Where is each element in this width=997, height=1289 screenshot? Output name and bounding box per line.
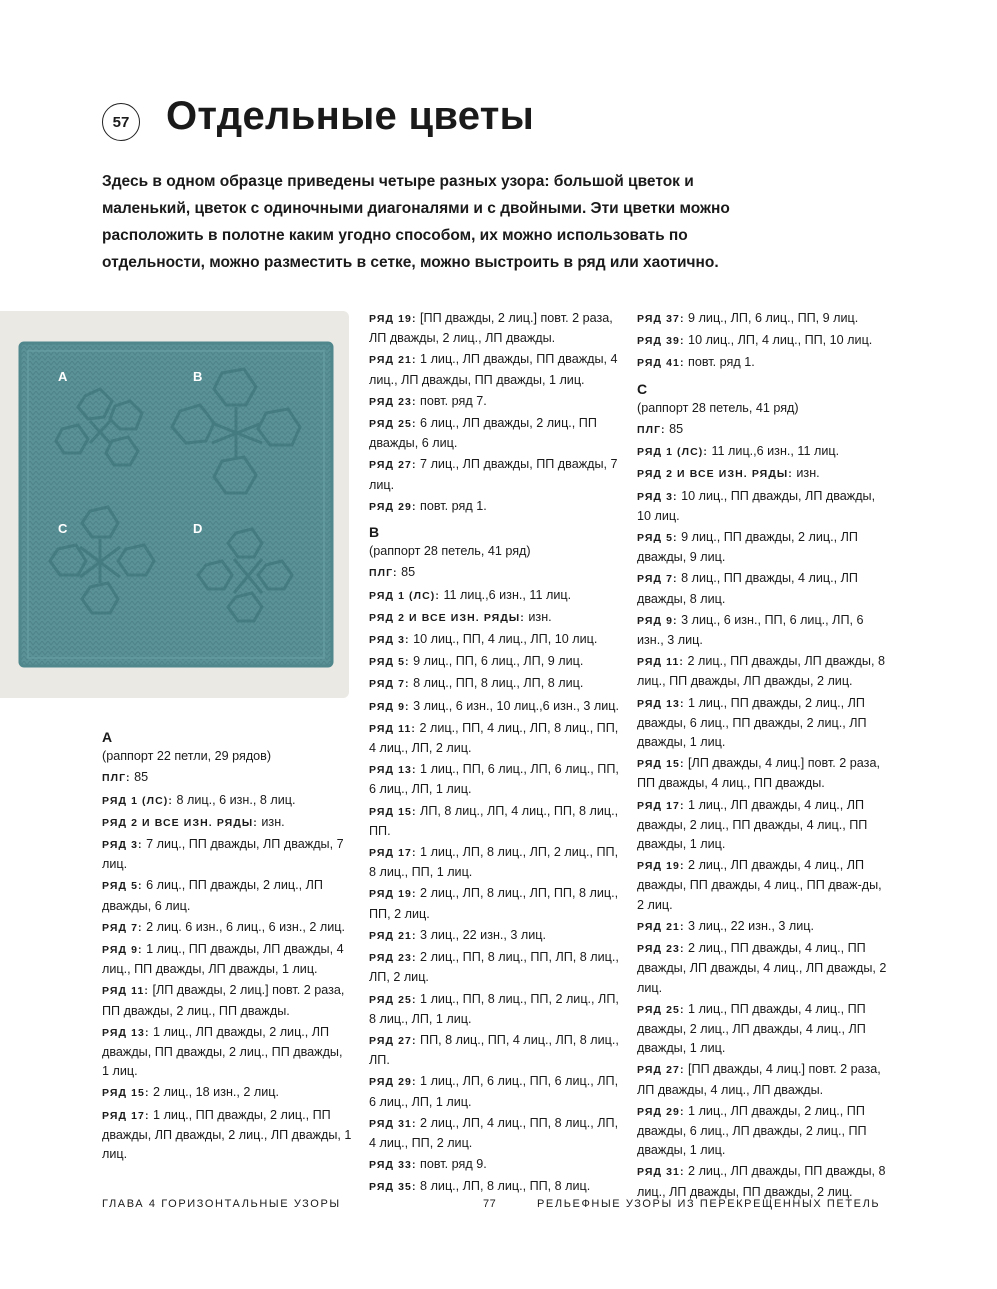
row-instruction <box>369 1072 624 1111</box>
row-label: РЯД 11: <box>102 985 149 998</box>
row-label: РЯД 7: <box>369 678 410 691</box>
row-text: 2 лиц., ПП, 4 лиц., ЛП, 8 лиц., ПП, 4 лиц., ЛП, 2 лиц. <box>369 720 619 756</box>
row-instruction <box>369 948 624 987</box>
page-title: Отдельные цветы <box>166 94 535 138</box>
row-instruction <box>369 630 624 650</box>
row-instruction <box>637 442 892 462</box>
row-text: [ЛП дважды, 4 лиц.] повт. 2 раза, ПП дважды, 4 лиц., ПП дважды. <box>637 756 880 791</box>
row-instruction <box>369 990 624 1029</box>
row-instruction <box>637 856 892 915</box>
row-label: РЯД 31: <box>637 1166 685 1179</box>
row-text: [ПП дважды, 2 лиц.] повт. 2 раза, ЛП дважды, 2 лиц., ЛП дважды. <box>369 311 613 346</box>
row-instruction <box>637 611 892 650</box>
row-label: РЯД 19: <box>369 313 417 325</box>
row-label: РЯД 9: <box>637 614 678 627</box>
row-instruction <box>369 926 624 946</box>
row-label: РЯД 3: <box>369 634 410 647</box>
row-instruction <box>637 353 892 373</box>
row-instruction <box>369 1114 624 1153</box>
instructions-column-1 <box>102 722 352 1164</box>
row-label: РЯД 31: <box>369 1117 417 1130</box>
row-text: 2 лиц. 6 изн., 6 лиц., 6 изн., 2 лиц. <box>142 919 345 934</box>
row-label: РЯД 11: <box>637 656 684 669</box>
row-label: РЯД 19: <box>369 888 417 901</box>
row-instruction <box>369 884 624 923</box>
row-instruction <box>102 1083 352 1103</box>
footer-section: РЕЛЬЕФНЫЕ УЗОРЫ ИЗ ПЕРЕКРЕЩЕННЫХ ПЕТЕЛЬ <box>537 1198 881 1210</box>
row-label: РЯД 27: <box>369 459 417 472</box>
row-instruction <box>369 563 624 583</box>
page-number: 77 <box>483 1198 497 1210</box>
row-instruction <box>102 791 352 811</box>
row-instruction <box>102 918 352 938</box>
row-instruction <box>637 939 892 998</box>
footer-chapter: ГЛАВА 4 ГОРИЗОНТАЛЬНЫЕ УЗОРЫ <box>102 1198 341 1210</box>
row-instruction <box>369 760 624 799</box>
row-text: 1 лиц., ЛП дважды, ПП дважды, 4 лиц., ЛП дважды, ПП дважды, 1 лиц. <box>369 352 618 387</box>
row-text: 2 лиц., ЛП, 4 лиц., ПП, 8 лиц., ЛП, 4 лиц., ПП, 2 лиц. <box>369 1115 619 1150</box>
row-label: РЯД 39: <box>637 335 685 348</box>
row-text: 1 лиц., ПП дважды, 2 лиц., ПП дважды, ЛП дважды, 2 лиц., ЛП дважды, 1 лиц. <box>102 1107 352 1162</box>
row-instruction <box>102 876 352 915</box>
row-text: 1 лиц., ЛП, 8 лиц., ЛП, 2 лиц., ПП, 8 лиц., ПП, 1 лиц. <box>369 845 619 880</box>
row-instruction <box>102 981 352 1020</box>
row-label: РЯД 13: <box>637 697 685 710</box>
row-label: РЯД 23: <box>637 943 685 956</box>
row-label: РЯД 29: <box>369 1076 417 1089</box>
row-instruction <box>637 569 892 608</box>
row-instruction <box>637 754 892 793</box>
row-instruction <box>637 464 892 484</box>
row-text: повт. ряд 9. <box>416 1157 487 1172</box>
row-text: 9 лиц., ПП, 6 лиц., ЛП, 9 лиц. <box>409 654 584 669</box>
row-text: 2 лиц., ПП, 8 лиц., ПП, ЛП, 8 лиц., ЛП, 2 лиц. <box>369 950 619 985</box>
pattern-number: 57 <box>112 113 130 131</box>
row-instruction <box>369 1177 624 1197</box>
section-heading: B <box>369 524 380 541</box>
row-instruction <box>369 697 624 717</box>
row-instruction <box>637 1000 892 1059</box>
row-instruction <box>369 392 624 412</box>
instructions-column-3 <box>637 307 892 1202</box>
row-label: РЯД 29: <box>369 500 417 513</box>
row-text: 10 лиц., ЛП, 4 лиц., ПП, 10 лиц. <box>684 333 873 348</box>
pattern-number-badge <box>102 103 140 141</box>
row-instruction <box>102 813 352 833</box>
row-text: 8 лиц., 6 изн., 8 лиц. <box>172 792 296 807</box>
row-text: 2 лиц., ЛП, 8 лиц., ЛП, ПП, 8 лиц., ПП, 2 лиц. <box>369 886 619 921</box>
row-label: РЯД 15: <box>369 805 417 818</box>
row-text: 6 лиц., ПП дважды, 2 лиц., ЛП дважды, 6 лиц. <box>102 878 323 913</box>
row-instruction <box>369 674 624 694</box>
row-instruction <box>637 420 892 440</box>
row-label: РЯД 25: <box>369 993 417 1006</box>
row-text: 3 лиц., 22 изн., 3 лиц. <box>416 927 547 942</box>
row-label: РЯД 9: <box>102 944 143 957</box>
row-label: РЯД 9: <box>369 700 410 713</box>
row-text: 3 лиц., 6 изн., ПП, 6 лиц., ЛП, 6 изн., 3 лиц. <box>637 612 864 648</box>
row-label: ПЛГ: <box>102 772 131 785</box>
row-text: 1 лиц., ПП дважды, 2 лиц., ЛП дважды, 6 лиц., ПП дважды, 2 лиц., ЛП дважды, 1 лиц. <box>637 695 867 750</box>
row-text: 1 лиц., ПП, 8 лиц., ПП, 2 лиц., ЛП, 8 лиц., ЛП, 1 лиц. <box>369 991 619 1026</box>
row-text: 1 лиц., ЛП дважды, 2 лиц., ПП дважды, 6 лиц., ЛП дважды, 2 лиц., ПП дважды, 1 лиц. <box>637 1103 867 1158</box>
intro-paragraph: Здесь в одном образце приведены четыре разных узора: большой цветок и маленький, цветок с одиночными диагоналями и с двойными. Эти цветки можно расположить в полотне каким угодно способом, их можно использовать по отдельности, можно разместить в сетке, можно выстроить в ряд или хаотично. <box>102 173 730 271</box>
row-label: РЯД 13: <box>102 1026 150 1039</box>
row-instruction <box>369 719 624 758</box>
swatch-label-a: A <box>58 369 68 384</box>
row-text: 1 лиц., ПП дважды, ЛП дважды, 4 лиц., ПП дважды, ЛП дважды, 1 лиц. <box>102 942 344 977</box>
row-instruction <box>637 1102 892 1161</box>
row-instruction <box>637 652 892 691</box>
row-text: 10 лиц., ПП, 4 лиц., ЛП, 10 лиц. <box>409 632 598 647</box>
row-label: РЯД 29: <box>637 1105 685 1118</box>
row-text: 1 лиц., ЛП дважды, 4 лиц., ЛП дважды, 2 лиц., ПП дважды, 4 лиц., ПП дважды, 1 лиц. <box>637 797 868 852</box>
row-instruction <box>637 487 892 526</box>
row-instruction <box>369 843 624 882</box>
row-label: РЯД 17: <box>637 799 685 812</box>
swatch-photo <box>0 311 349 698</box>
row-label: РЯД 1 (ЛС): <box>102 794 173 807</box>
row-instruction <box>369 802 624 841</box>
row-label: РЯД 11: <box>369 722 416 735</box>
row-instruction <box>637 694 892 753</box>
row-text: 11 лиц.,6 изн., 11 лиц. <box>707 444 840 459</box>
row-label: РЯД 17: <box>102 1109 150 1122</box>
row-label: РЯД 2 И ВСЕ ИЗН. РЯДЫ: <box>369 611 525 624</box>
swatch-label-b: B <box>193 369 203 384</box>
row-instruction <box>637 796 892 855</box>
row-instruction <box>102 940 352 979</box>
row-label: РЯД 41: <box>637 357 685 370</box>
row-text: 9 лиц., ЛП, 6 лиц., ПП, 9 лиц. <box>684 311 859 325</box>
row-label: РЯД 1 (ЛС): <box>637 446 708 459</box>
row-instruction <box>637 1162 892 1201</box>
row-instruction <box>102 1023 352 1082</box>
row-text: повт. ряд 1. <box>684 355 755 370</box>
row-label: РЯД 37: <box>637 313 685 325</box>
row-label: ПЛГ: <box>637 424 666 437</box>
row-label: РЯД 21: <box>369 354 417 367</box>
row-instruction <box>369 309 624 348</box>
row-instruction <box>369 350 624 389</box>
repeat-info: (раппорт 22 петли, 29 рядов) <box>102 749 272 764</box>
row-text: 1 лиц., ЛП, 6 лиц., ПП, 6 лиц., ЛП, 6 лиц., ЛП, 1 лиц. <box>369 1074 619 1109</box>
row-instruction <box>369 586 624 606</box>
row-label: РЯД 23: <box>369 395 417 408</box>
row-label: РЯД 3: <box>102 839 143 852</box>
row-instruction <box>637 528 892 567</box>
row-label: РЯД 1 (ЛС): <box>369 589 440 602</box>
row-text: 2 лиц., ПП дважды, 4 лиц., ПП дважды, ЛП дважды, 4 лиц., ЛП дважды, 2 лиц. <box>637 941 887 995</box>
swatch-label-d: D <box>193 521 203 536</box>
row-label: РЯД 7: <box>102 921 143 934</box>
row-label: РЯД 21: <box>369 929 417 942</box>
row-instruction <box>369 1155 624 1175</box>
row-label: РЯД 27: <box>369 1034 417 1047</box>
row-label: РЯД 15: <box>637 758 685 771</box>
row-label: РЯД 15: <box>102 1087 150 1100</box>
row-label: РЯД 5: <box>637 532 678 545</box>
row-instruction <box>369 608 624 628</box>
row-text: 10 лиц., ПП дважды, ЛП дважды, 10 лиц. <box>637 488 876 523</box>
section-heading: C <box>637 380 648 397</box>
row-text: 7 лиц., ЛП дважды, ПП дважды, 7 лиц. <box>369 457 618 492</box>
row-label: РЯД 19: <box>637 860 685 873</box>
row-text: 8 лиц., ЛП, 8 лиц., ПП, 8 лиц. <box>416 1179 591 1194</box>
row-text: 85 <box>130 770 149 785</box>
row-text: 85 <box>397 565 416 580</box>
row-label: РЯД 25: <box>637 1003 685 1016</box>
row-instruction <box>637 1060 892 1099</box>
row-text: 9 лиц., ПП дважды, 2 лиц., ЛП дважды, 9 лиц. <box>637 530 858 565</box>
row-instruction <box>369 414 624 453</box>
row-text: 2 лиц., ЛП дважды, ПП дважды, 8 лиц., ЛП дважды, ПП дважды, 2 лиц. <box>637 1164 886 1199</box>
row-text: 6 лиц., ЛП дважды, 2 лиц., ПП дважды, 6 лиц. <box>369 416 597 451</box>
row-label: РЯД 2 И ВСЕ ИЗН. РЯДЫ: <box>637 468 793 481</box>
row-text: 8 лиц., ПП дважды, 4 лиц., ЛП дважды, 8 лиц. <box>637 571 858 606</box>
row-label: ПЛГ: <box>369 567 398 580</box>
row-text: 2 лиц., 18 изн., 2 лиц. <box>149 1085 280 1100</box>
row-instruction <box>369 1031 624 1070</box>
row-label: РЯД 3: <box>637 490 678 503</box>
row-instruction <box>637 309 892 329</box>
row-label: РЯД 21: <box>637 920 685 933</box>
row-instruction <box>369 652 624 672</box>
row-label: РЯД 35: <box>369 1181 417 1194</box>
row-label: РЯД 23: <box>369 952 417 965</box>
row-label: РЯД 5: <box>369 656 410 669</box>
row-instruction <box>102 1106 352 1165</box>
knitted-swatch-image <box>0 311 349 698</box>
row-instruction <box>369 497 624 517</box>
row-label: РЯД 33: <box>369 1159 417 1172</box>
row-instruction <box>102 768 352 788</box>
row-label: РЯД 2 И ВСЕ ИЗН. РЯДЫ: <box>102 816 258 829</box>
row-instruction <box>102 835 352 874</box>
row-instruction <box>637 917 892 937</box>
row-text: 1 лиц., ПП, 6 лиц., ЛП, 6 лиц., ПП, 6 лиц., ЛП, 1 лиц. <box>369 762 619 797</box>
row-text: 1 лиц., ПП дважды, 4 лиц., ПП дважды, 2 лиц., ЛП дважды, 4 лиц., ЛП дважды, 1 лиц. <box>637 1001 866 1056</box>
row-text: изн. <box>524 609 552 624</box>
row-text: ЛП, 8 лиц., ЛП, 4 лиц., ПП, 8 лиц., ПП. <box>369 803 619 838</box>
row-text: ПП, 8 лиц., ПП, 4 лиц., ЛП, 8 лиц., ЛП. <box>369 1032 619 1068</box>
row-label: РЯД 5: <box>102 880 143 893</box>
row-label: РЯД 25: <box>369 418 417 431</box>
row-text: 8 лиц., ПП, 8 лиц., ЛП, 8 лиц. <box>409 676 584 691</box>
instructions-column-2 <box>369 307 624 1198</box>
repeat-info: (раппорт 28 петель, 41 ряд) <box>637 400 799 415</box>
row-text: 11 лиц.,6 изн., 11 лиц. <box>439 587 572 602</box>
row-text: 7 лиц., ПП дважды, ЛП дважды, 7 лиц. <box>102 837 344 872</box>
row-instruction <box>369 455 624 494</box>
row-text: 2 лиц., ЛП дважды, 4 лиц., ЛП дважды, ПП дважды, 4 лиц., ПП дваж-ды, 2 лиц. <box>637 858 882 912</box>
row-text: [ЛП дважды, 2 лиц.] повт. 2 раза, ПП дважды, 2 лиц., ПП дважды. <box>102 983 345 1018</box>
row-label: РЯД 17: <box>369 847 417 860</box>
row-text: 1 лиц., ЛП дважды, 2 лиц., ЛП дважды, ПП дважды, 2 лиц., ПП дважды, 1 лиц. <box>102 1024 343 1079</box>
row-text: изн. <box>792 466 820 481</box>
row-text: 3 лиц., 22 изн., 3 лиц. <box>684 918 815 933</box>
row-label: РЯД 27: <box>637 1064 685 1077</box>
row-text: 85 <box>665 422 684 437</box>
row-text: изн. <box>257 814 285 829</box>
row-text: 3 лиц., 6 изн., 10 лиц.,6 изн., 3 лиц. <box>409 698 619 713</box>
section-heading: A <box>102 729 113 745</box>
row-text: [ПП дважды, 4 лиц.] повт. 2 раза, ЛП дважды, 4 лиц., ЛП дважды. <box>637 1062 881 1097</box>
row-instruction <box>637 331 892 351</box>
row-text: повт. ряд 7. <box>416 393 487 408</box>
swatch-label-c: C <box>58 521 68 536</box>
repeat-info: (раппорт 28 петель, 41 ряд) <box>369 544 531 559</box>
row-text: повт. ряд 1. <box>416 498 487 513</box>
row-label: РЯД 7: <box>637 573 678 586</box>
row-label: РЯД 13: <box>369 764 417 777</box>
row-text: 2 лиц., ПП дважды, ЛП дважды, 8 лиц., ПП дважды, ЛП дважды, 2 лиц. <box>637 654 885 689</box>
